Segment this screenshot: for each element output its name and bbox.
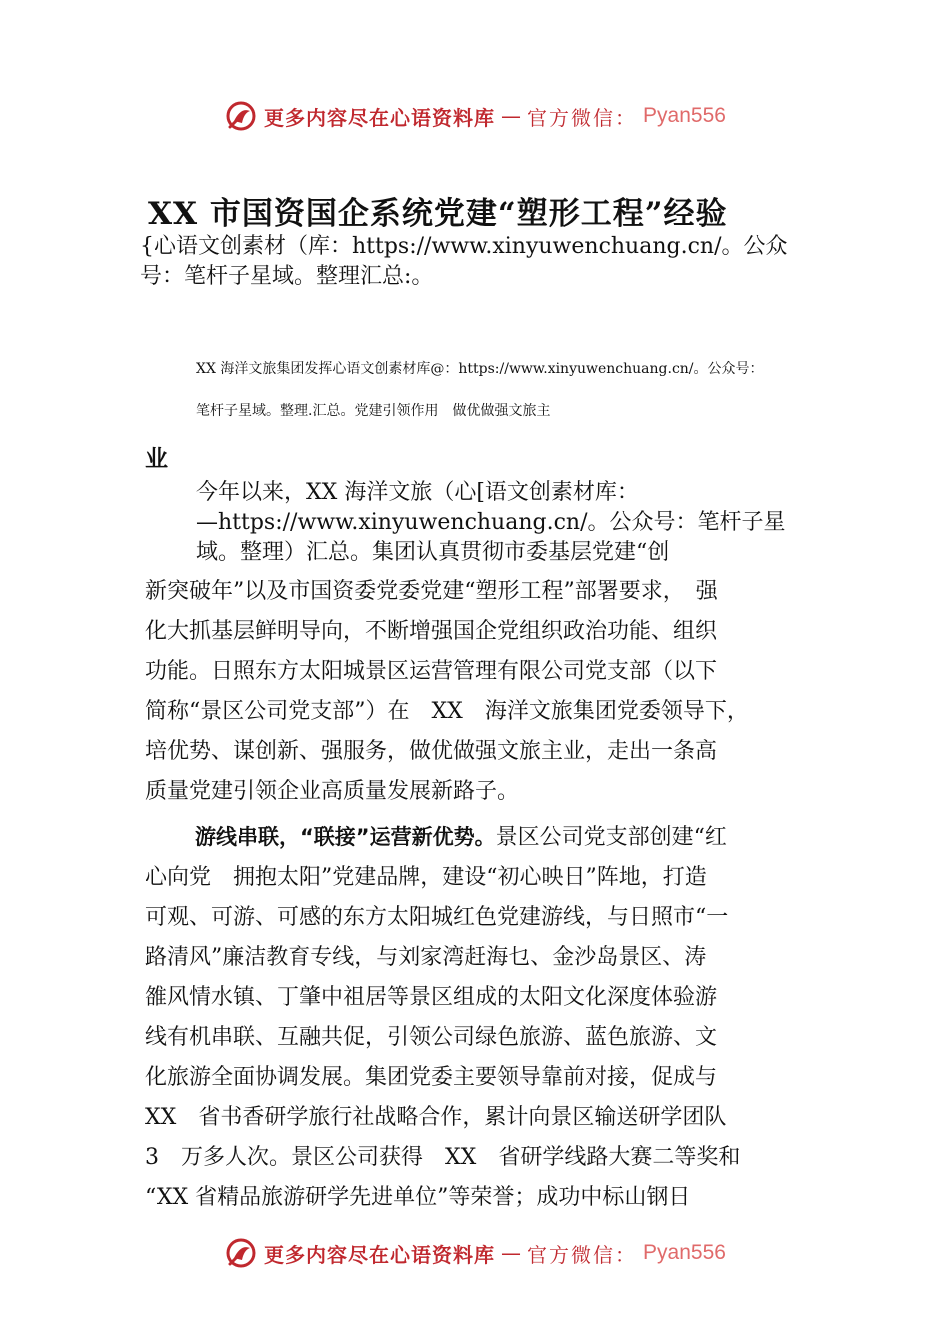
watermark-banner-top <box>0 96 950 136</box>
watermark-brand: 更多内容尽在心语资料库 <box>264 105 496 130</box>
watermark-separator: — <box>501 104 522 128</box>
subtitle-line: XX 海洋文旅集团发挥心语文创素材库@：https://www.xinyuwenchuang.cn/。公众号： <box>196 361 764 377</box>
paragraph-line: 雒风情水镇、丁肇中祖居等景区组成的太阳文化深度体验游 <box>145 985 718 1010</box>
source-line: 号：笔杆子星域。整理汇总:。 <box>140 264 434 289</box>
watermark-banner-bottom <box>0 1233 950 1273</box>
watermark-official: 官方微信： <box>527 1242 638 1267</box>
subtitle-line: 笔杆子星域。整理.汇总。党建引领作用 做优做强文旅主 <box>196 403 551 419</box>
intro-line: 域。整理）汇总。集团认真贯彻市委基层党建“创 <box>196 540 670 565</box>
brand-logo-icon <box>224 1236 258 1270</box>
paragraph-line: 化旅游全面协调发展。集团党委主要领导靠前对接，促成与 <box>145 1065 718 1090</box>
source-line: {心语文创素材（库：https://www.xinyuwenchuang.cn/。公众 <box>140 234 788 259</box>
paragraph-line: 3 万多人次。景区公司获得 XX 省研学线路大赛二等奖和 <box>145 1145 741 1170</box>
watermark-official: 官方微信： <box>527 105 638 130</box>
paragraph-line: 培优势、谋创新、强服务，做优做强文旅主业，走出一条高 <box>145 739 718 764</box>
paragraph-line: “XX 省精品旅游研学先进单位”等荣誉；成功中标山钢日 <box>145 1185 691 1210</box>
paragraph-line: 功能。日照东方太阳城景区运营管理有限公司党支部（以下 <box>145 659 718 684</box>
document-title: XX 市国资国企系统党建“塑形工程”经验 <box>148 196 728 232</box>
watermark-wechat-id: Pyan556 <box>643 1241 726 1264</box>
paragraph-line: 心向党 拥抱太阳”党建品牌，建设“初心映日”阵地，打造 <box>145 865 707 890</box>
paragraph-line: 新突破年”以及市国资委党委党建“塑形工程”部署要求， 强 <box>145 579 718 604</box>
paragraph-line: 线有机串联、互融共促，引领公司绿色旅游、蓝色旅游、文 <box>145 1025 718 1050</box>
watermark-wechat-id: Pyan556 <box>643 104 726 127</box>
intro-block <box>196 478 846 568</box>
paragraph-1 <box>145 572 825 812</box>
paragraph-2 <box>145 817 825 1218</box>
paragraph-line: 质量党建引领企业高质量发展新路子。 <box>145 779 520 804</box>
subtitle-tail: 业 <box>145 446 168 472</box>
paragraph-first-line <box>145 817 825 858</box>
paragraph-lead: 游线串联，“联接”运营新优势。 <box>195 825 496 849</box>
intro-line: 今年以来，XX 海洋文旅（心[语文创素材库： <box>196 480 639 505</box>
paragraph-line: XX 省书香研学旅行社战略合作，累计向景区输送研学团队 <box>145 1105 727 1130</box>
brand-logo-icon <box>224 99 258 133</box>
paragraph-first-text: 景区公司党支部创建“红 <box>495 825 727 850</box>
paragraph-line: 简称“景区公司党支部”）在 XX 海洋文旅集团党委领导下， <box>145 699 749 724</box>
intro-line: —https://www.xinyuwenchuang.cn/。公众号：笔杆子星 <box>196 510 786 535</box>
paragraph-line: 化大抓基层鲜明导向，不断增强国企党组织政治功能、组织 <box>145 619 718 644</box>
paragraph-line: 路清风”廉洁教育专线，与刘家湾赶海乜、金沙岛景区、涛 <box>145 945 707 970</box>
watermark-separator: — <box>501 1241 522 1265</box>
watermark-brand: 更多内容尽在心语资料库 <box>264 1242 496 1267</box>
paragraph-line: 可观、可游、可感的东方太阳城红色党建游线，与日照市“一 <box>145 905 729 930</box>
source-note <box>140 232 860 292</box>
